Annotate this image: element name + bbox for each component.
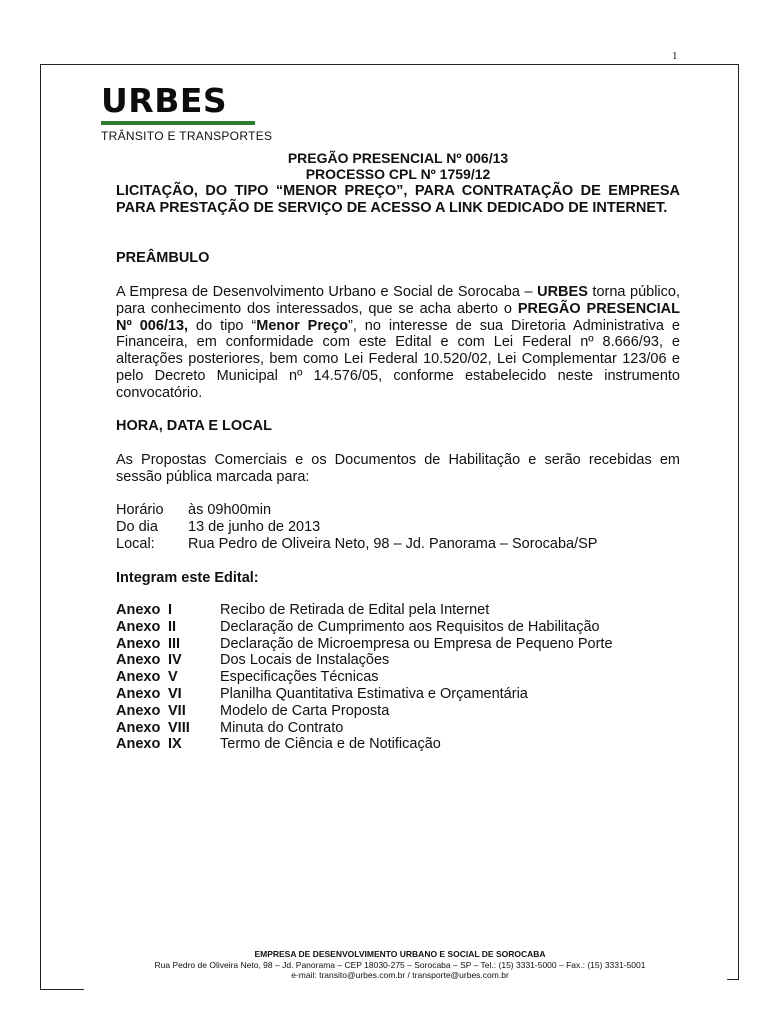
frame-top-border <box>40 64 738 65</box>
annex-number: V <box>168 669 178 686</box>
logo-underline-bar <box>101 121 255 125</box>
annex-description: Planilha Quantitativa Estimativa e Orçamentária <box>220 685 528 702</box>
document-title <box>116 150 680 182</box>
annex-word: Anexo <box>116 602 161 618</box>
annex-number: I <box>168 602 173 618</box>
frame-bottom-right-border <box>727 979 739 980</box>
logo-wordmark: URBES <box>101 81 228 120</box>
annex-description: Declaração de Microempresa ou Empresa de Pequeno Porte <box>220 635 613 652</box>
schedule-label: Do dia <box>116 519 158 535</box>
annex-description: Dos Locais de Instalações <box>220 652 390 669</box>
annex-word: Anexo <box>116 736 161 753</box>
annex-item <box>116 652 613 669</box>
annex-word: Anexo <box>116 635 161 652</box>
annex-list <box>116 602 613 753</box>
title-line-2: PROCESSO CPL Nº 1759/12 <box>305 166 491 182</box>
page-footer <box>100 949 700 981</box>
annex-number: VII <box>168 702 186 719</box>
page-number: 1 <box>672 50 678 62</box>
frame-left-border <box>40 64 41 990</box>
annex-item <box>116 686 613 703</box>
annex-word: Anexo <box>116 669 161 686</box>
logo-subtitle: TRÂNSITO E TRANSPORTES <box>101 129 273 143</box>
annexes-heading: Integram este Edital: <box>116 570 259 586</box>
schedule-value: Rua Pedro de Oliveira Neto, 98 – Jd. Panorama – Sorocaba/SP <box>188 536 598 552</box>
frame-bottom-left-border <box>40 989 84 990</box>
annex-item <box>116 669 613 686</box>
title-line-1: PREGÃO PRESENCIAL Nº 006/13 <box>287 150 509 166</box>
schedule-row <box>116 536 597 553</box>
annex-description: Declaração de Cumprimento aos Requisitos de Habilitação <box>220 618 600 635</box>
annex-description: Minuta do Contrato <box>220 719 344 736</box>
preamble-text-1: A Empresa de Desenvolvimento Urbano e Social de Sorocaba – <box>116 284 538 300</box>
schedule-label: Local: <box>116 536 155 552</box>
annex-item <box>116 619 613 636</box>
annex-word: Anexo <box>116 719 161 736</box>
annex-item <box>116 736 613 753</box>
annex-item <box>116 720 613 737</box>
schedule-value: às 09h00min <box>188 502 272 518</box>
preamble-text-2: torna público, para conhecimento dos interessados, que se acha aberto o <box>116 284 680 317</box>
footer-address: Rua Pedro de Oliveira Neto, 98 – Jd. Panorama – CEP 18030-275 – Sorocaba – SP – Tel.: (15) 3331-5000 – Fax.: (15) 3331-5001 <box>154 959 646 970</box>
annex-number: VIII <box>168 719 190 736</box>
session-schedule <box>116 502 597 553</box>
schedule-row <box>116 502 597 519</box>
frame-right-border <box>738 64 739 980</box>
annex-word: Anexo <box>116 702 161 719</box>
session-intro-paragraph: As Propostas Comerciais e os Documentos de Habilitação e serão recebidas em sessão pública marcada para: <box>116 452 680 485</box>
annex-description: Especificações Técnicas <box>220 669 379 686</box>
preamble-text-3: do tipo “ <box>188 317 257 334</box>
schedule-value: 13 de junho de 2013 <box>188 519 321 535</box>
preamble-text-4: ”, no interesse de sua Diretoria Administrativa e Financeira, em conformidade com este Edital e com Lei Federal nº 8.666/93, e alterações posteriores, bem como Lei Federal 10.520/02, Lei Complementar 123/06 e pelo Decreto Municipal nº 14.576/05, conforme estabelecido neste instrumento convocatório. <box>116 317 680 401</box>
object-statement: LICITAÇÃO, DO TIPO “MENOR PREÇO”, PARA CONTRATAÇÃO DE EMPRESA PARA PRESTAÇÃO DE SERVIÇO DE ACESSO A LINK DEDICADO DE INTERNET. <box>116 183 680 216</box>
preamble-bold-menor-preco: Menor Preço <box>256 317 348 334</box>
annex-description: Recibo de Retirada de Edital pela Internet <box>220 602 490 618</box>
annex-word: Anexo <box>116 618 161 635</box>
annex-number: II <box>168 618 177 635</box>
schedule-label: Horário <box>116 502 164 518</box>
preamble-bold-pregao: PREGÃO PRESENCIAL Nº 006/13, <box>116 300 680 334</box>
preamble-heading: PREÂMBULO <box>116 250 210 266</box>
annex-word: Anexo <box>116 652 161 669</box>
hour-date-location-heading: HORA, DATA E LOCAL <box>116 418 272 434</box>
schedule-row <box>116 519 597 536</box>
preamble-paragraph <box>116 284 680 402</box>
annex-description: Termo de Ciência e de Notificação <box>220 736 441 753</box>
annex-item <box>116 602 613 619</box>
annex-number: VI <box>168 685 182 702</box>
annex-word: Anexo <box>116 685 161 702</box>
annex-item <box>116 636 613 653</box>
annex-number: IV <box>168 652 182 669</box>
annex-number: IX <box>168 736 182 753</box>
annex-description: Modelo de Carta Proposta <box>220 702 390 719</box>
urbes-logo <box>101 83 272 143</box>
annex-item <box>116 703 613 720</box>
footer-company-name: EMPRESA DE DESENVOLVIMENTO URBANO E SOCIAL DE SOROCABA <box>254 949 546 959</box>
annex-number: III <box>168 635 181 652</box>
preamble-bold-urbes: URBES <box>537 284 588 300</box>
footer-email: e-mail: transito@urbes.com.br / transporte@urbes.com.br <box>291 970 509 980</box>
